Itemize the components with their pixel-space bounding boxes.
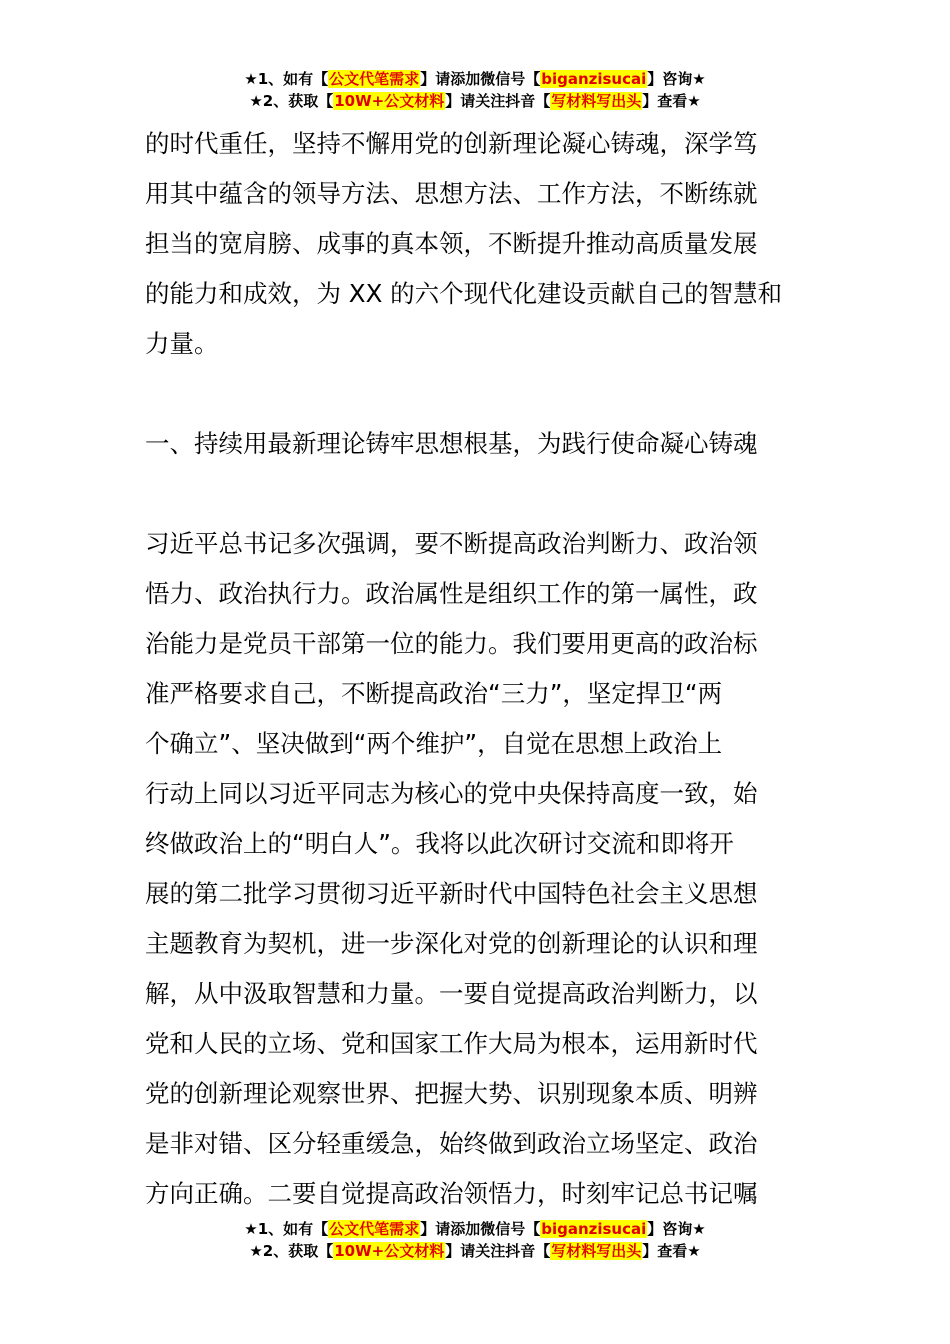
promo-line-1: ★1、如有【公文代笔需求】请添加微信号【biganzisucai】咨询★ bbox=[244, 70, 706, 88]
highlight-service: 公文代笔需求 bbox=[329, 1220, 420, 1238]
heading-text: 一、持续用最新理论铸牢思想根基，为践行使命凝心铸魂 bbox=[145, 429, 758, 458]
promo-line-2: ★2、获取【10W+公文材料】请关注抖音【写材料写出头】查看★ bbox=[249, 1242, 701, 1260]
text-line: 展的第二批学习贯彻习近平新时代中国特色社会主义思想 bbox=[145, 879, 758, 908]
text-line: 党的创新理论观察世界、把握大势、识别现象本质、明辨 bbox=[145, 1079, 758, 1108]
highlight-wechat-id[interactable]: biganzisucai bbox=[541, 1220, 647, 1238]
section-heading bbox=[145, 419, 810, 469]
promo-line-1: ★1、如有【公文代笔需求】请添加微信号【biganzisucai】咨询★ bbox=[244, 1220, 706, 1238]
highlight-materials: 10W+公文材料 bbox=[334, 92, 445, 110]
text-line: 个确立”、坚决做到“两个维护”，自觉在思想上政治上 bbox=[145, 729, 723, 758]
highlight-wechat-id[interactable]: biganzisucai bbox=[541, 70, 647, 88]
header-promo-banner bbox=[0, 68, 950, 112]
text-line: 行动上同以习近平同志为核心的党中央保持高度一致，始 bbox=[145, 779, 758, 808]
text-line: 的时代重任，坚持不懈用党的创新理论凝心铸魂，深学笃 bbox=[145, 129, 758, 158]
promo-line-2: ★2、获取【10W+公文材料】请关注抖音【写材料写出头】查看★ bbox=[249, 92, 701, 110]
text-line: 的能力和成效，为 XX 的六个现代化建设贡献自己的智慧和 bbox=[145, 279, 783, 308]
text-line: 准严格要求自己，不断提高政治“三力”，坚定捍卫“两 bbox=[145, 679, 723, 708]
text-line: 力量。 bbox=[145, 329, 219, 358]
text-line: 治能力是党员干部第一位的能力。我们要用更高的政治标 bbox=[145, 629, 758, 658]
highlight-douyin-account[interactable]: 写材料写出头 bbox=[551, 92, 642, 110]
footer-promo-banner bbox=[0, 1218, 950, 1262]
text-line: 终做政治上的“明白人”。我将以此次研讨交流和即将开 bbox=[145, 829, 734, 858]
paragraph-intro-continuation bbox=[145, 119, 810, 369]
highlight-douyin-account[interactable]: 写材料写出头 bbox=[551, 1242, 642, 1260]
text-line: 是非对错、区分轻重缓急，始终做到政治立场坚定、政治 bbox=[145, 1129, 758, 1158]
text-line: 悟力、政治执行力。政治属性是组织工作的第一属性，政 bbox=[145, 579, 758, 608]
text-line: 党和人民的立场、党和国家工作大局为根本，运用新时代 bbox=[145, 1029, 758, 1058]
text-line: 主题教育为契机，进一步深化对党的创新理论的认识和理 bbox=[145, 929, 758, 958]
text-line: 担当的宽肩膀、成事的真本领，不断提升推动高质量发展 bbox=[145, 229, 758, 258]
highlight-materials: 10W+公文材料 bbox=[334, 1242, 445, 1260]
text-line: 用其中蕴含的领导方法、思想方法、工作方法，不断练就 bbox=[145, 179, 758, 208]
highlight-service: 公文代笔需求 bbox=[329, 70, 420, 88]
text-line: 方向正确。二要自觉提高政治领悟力，时刻牢记总书记嘱 bbox=[145, 1179, 758, 1208]
text-line: 解，从中汲取智慧和力量。一要自觉提高政治判断力，以 bbox=[145, 979, 758, 1008]
text-line: 习近平总书记多次强调，要不断提高政治判断力、政治领 bbox=[145, 529, 758, 558]
paragraph-section-one bbox=[145, 519, 810, 1219]
